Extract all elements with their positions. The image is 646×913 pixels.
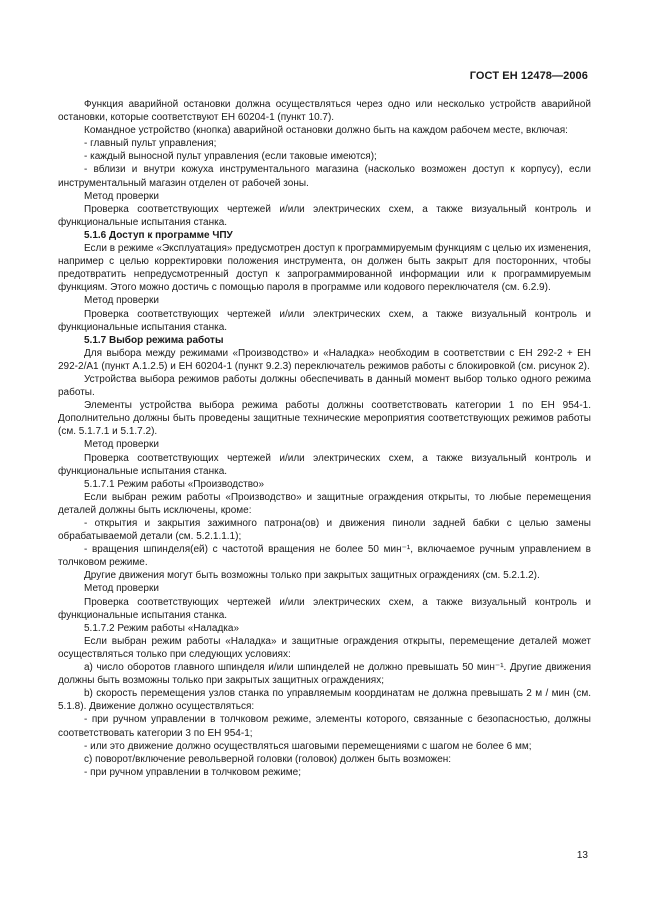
paragraph: Метод проверки bbox=[84, 439, 159, 451]
paragraph: Элементы устройства выбора режима работы должны соответствовать категории 1 по ЕН 954-1. Дополнительно должны быть проведены защитные технические мероприятия соответствующих режимов работы (см. 5.1.7.1 и 5.1.7.2). bbox=[58, 400, 591, 438]
paragraph: а) число оборотов главного шпинделя и/или шпинделей не должно превышать 50 мин⁻¹. Другие движения должны быть возможны только при закрытых защитных ограждениях; bbox=[58, 662, 591, 687]
paragraph: Метод проверки bbox=[84, 583, 159, 595]
standard-header: ГОСТ ЕН 12478—2006 bbox=[469, 70, 588, 82]
paragraph: Проверка соответствующих чертежей и/или электрических схем, а также визуальный контроль и функциональные испытания станка. bbox=[58, 596, 591, 621]
paragraph: Другие движения могут быть возможны только при закрытых защитных ограждениях (см. 5.2.1.2). bbox=[84, 570, 540, 582]
document-body bbox=[58, 98, 591, 779]
paragraph: Проверка соответствующих чертежей и/или электрических схем, а также визуальный контроль и функциональные испытания станка. bbox=[58, 308, 591, 333]
paragraph: - главный пульт управления; bbox=[84, 138, 217, 150]
paragraph: - каждый выносной пульт управления (если таковые имеются); bbox=[84, 151, 377, 163]
paragraph: с) поворот/включение револьверной головки (головок) должен быть возможен: bbox=[84, 753, 452, 765]
paragraph: Если выбран режим работы «Наладка» и защитные ограждения открыты, перемещение деталей может осуществляться только при следующих условиях: bbox=[58, 635, 591, 660]
paragraph: Проверка соответствующих чертежей и/или электрических схем, а также визуальный контроль и функциональные испытания станка. bbox=[58, 452, 591, 477]
paragraph: 5.1.7.2 Режим работы «Наладка» bbox=[84, 622, 239, 634]
section-heading: 5.1.6 Доступ к программе ЧПУ bbox=[84, 229, 233, 241]
paragraph: Командное устройство (кнопка) аварийной остановки должно быть на каждом рабочем месте, включая: bbox=[84, 125, 568, 137]
paragraph: - вблизи и внутри кожуха инструментального магазина (насколько возможен доступ к корпусу), если инструментальный магазин отделен от рабочей зоны. bbox=[58, 164, 591, 189]
paragraph: Для выбора между режимами «Производство» и «Наладка» необходим в соответствии с ЕН 292-2 + ЕН 292-2/А1 (пункт А.1.2.5) и ЕН 60204-1 (пункт 9.2.3) переключатель режимов работы с блокировкой (см. рисунок 2). bbox=[58, 347, 591, 372]
paragraph: Метод проверки bbox=[84, 190, 159, 202]
paragraph: Если в режиме «Эксплуатация» предусмотрен доступ к программируемым функциям с целью их изменения, например с целью корректировки положения инструмента, он должен быть закрыт для посторонних, чтобы предотвратить непредусмотренный доступ к запрограммированной информации или к программируемым функциям. Этого можно достичь с помощью пароля в программе или кодового переключателя (см. 6.2.9). bbox=[58, 243, 591, 294]
paragraph: Метод проверки bbox=[84, 295, 159, 307]
paragraph: 5.1.7.1 Режим работы «Производство» bbox=[84, 478, 265, 490]
paragraph: - или это движение должно осуществляться шаговыми перемещениями с шагом не более 6 мм; bbox=[84, 740, 532, 752]
paragraph: b) скорость перемещения узлов станка по управляемым координатам не должна превышать 2 м / мин (см. 5.1.8). Движение должно осуществляться: bbox=[58, 688, 591, 713]
paragraph: Проверка соответствующих чертежей и/или электрических схем, а также визуальный контроль и функциональные испытания станка. bbox=[58, 203, 591, 228]
paragraph: - открытия и закрытия зажимного патрона(ов) и движения пиноли задней бабки с целью замены обрабатываемой детали (см. 5.2.1.1.1); bbox=[58, 518, 591, 543]
page-number: 13 bbox=[576, 850, 588, 861]
paragraph: - при ручном управлении в толчковом режиме, элементы которого, связанные с безопасностью, должны соответствовать категории 3 по ЕН 954-1; bbox=[58, 714, 591, 739]
paragraph: Функция аварийной остановки должна осуществляться через одно или несколько устройств аварийной остановки, которые соответствуют ЕН 60204-1 (пункт 10.7). bbox=[58, 99, 591, 124]
paragraph: - при ручном управлении в толчковом режиме; bbox=[84, 766, 302, 778]
paragraph: Если выбран режим работы «Производство» и защитные ограждения открыты, то любые перемещения деталей должны быть исключены, кроме: bbox=[58, 491, 591, 516]
paragraph: Устройства выбора режимов работы должны обеспечивать в данный момент выбор только одного режима работы. bbox=[58, 373, 591, 399]
section-heading: 5.1.7 Выбор режима работы bbox=[84, 334, 224, 346]
paragraph: - вращения шпинделя(ей) с частотой вращения не более 50 мин⁻¹, включаемое ручным управлением в толчковом режиме. bbox=[58, 544, 591, 569]
